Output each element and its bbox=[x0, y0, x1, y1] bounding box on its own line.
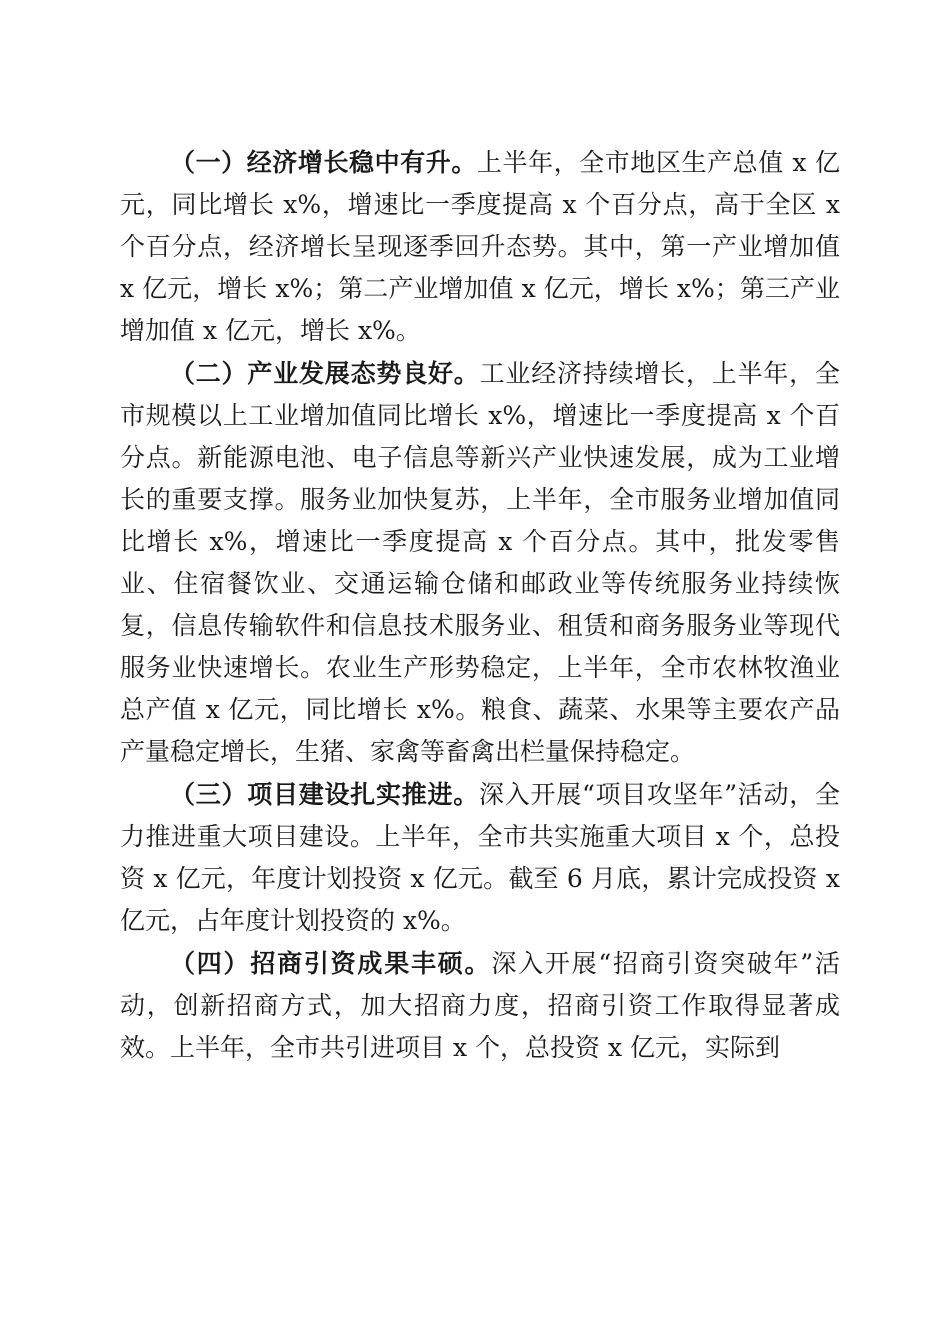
paragraph-industry bbox=[120, 353, 840, 773]
paragraph-text: 工业经济持续增长，上半年，全市规模以上工业增加值同比增长 x%，增速比一季度提高 x 个百分点。新能源电池、电子信息等新兴产业快速发展，成为工业增长的重要支撑。服务业加快复苏，上半年，全市服务业增加值同比增长 x%，增速比一季度提高 x 个百分点。其中，批发零售业、住宿餐饮业、交通运输仓储和邮政业等传统服务业持续恢复，信息传输软件和信息技术服务业、租赁和商务服务业等现代服务业快速增长。农业生产形势稳定，上半年，全市农林牧渔业总产值 x 亿元，同比增长 x%。粮食、蔬菜、水果等主要农产品产量稳定增长，生猪、家禽等畜禽出栏量保持稳定。 bbox=[120, 359, 840, 766]
paragraph-heading: （一）经济增长稳中有升。 bbox=[170, 148, 477, 177]
paragraph-heading: （二）产业发展态势良好。 bbox=[170, 359, 480, 388]
paragraph-text: 深入开展“招商引资突破年”活动，创新招商方式，加大招商力度，招商引资工作取得显著成效。上半年，全市共引进项目 x 个，总投资 x 亿元，实际到 bbox=[120, 949, 840, 1062]
paragraph-economy bbox=[120, 142, 840, 352]
paragraph-heading: （四）招商引资成果丰硕。 bbox=[170, 949, 492, 978]
paragraph-text: 深入开展“项目攻坚年”活动，全力推进重大项目建设。上半年，全市共实施重大项目 x 个，总投资 x 亿元，年度计划投资 x 亿元。截至 6 月底，累计完成投资 x 亿元，占年度计划投资的 x%。 bbox=[120, 780, 840, 935]
document-body bbox=[120, 142, 840, 1070]
paragraph-heading: （三）项目建设扎实推进。 bbox=[170, 780, 479, 809]
paragraph-investment bbox=[120, 943, 840, 1069]
paragraph-text: 上半年，全市地区生产总值 x 亿元，同比增长 x%，增速比一季度提高 x 个百分点，高于全区 x 个百分点，经济增长呈现逐季回升态势。其中，第一产业增加值 x 亿元，增长 x%；第二产业增加值 x 亿元，增长 x%；第三产业增加值 x 亿元，增长 x%。 bbox=[120, 148, 840, 345]
paragraph-projects bbox=[120, 774, 840, 942]
